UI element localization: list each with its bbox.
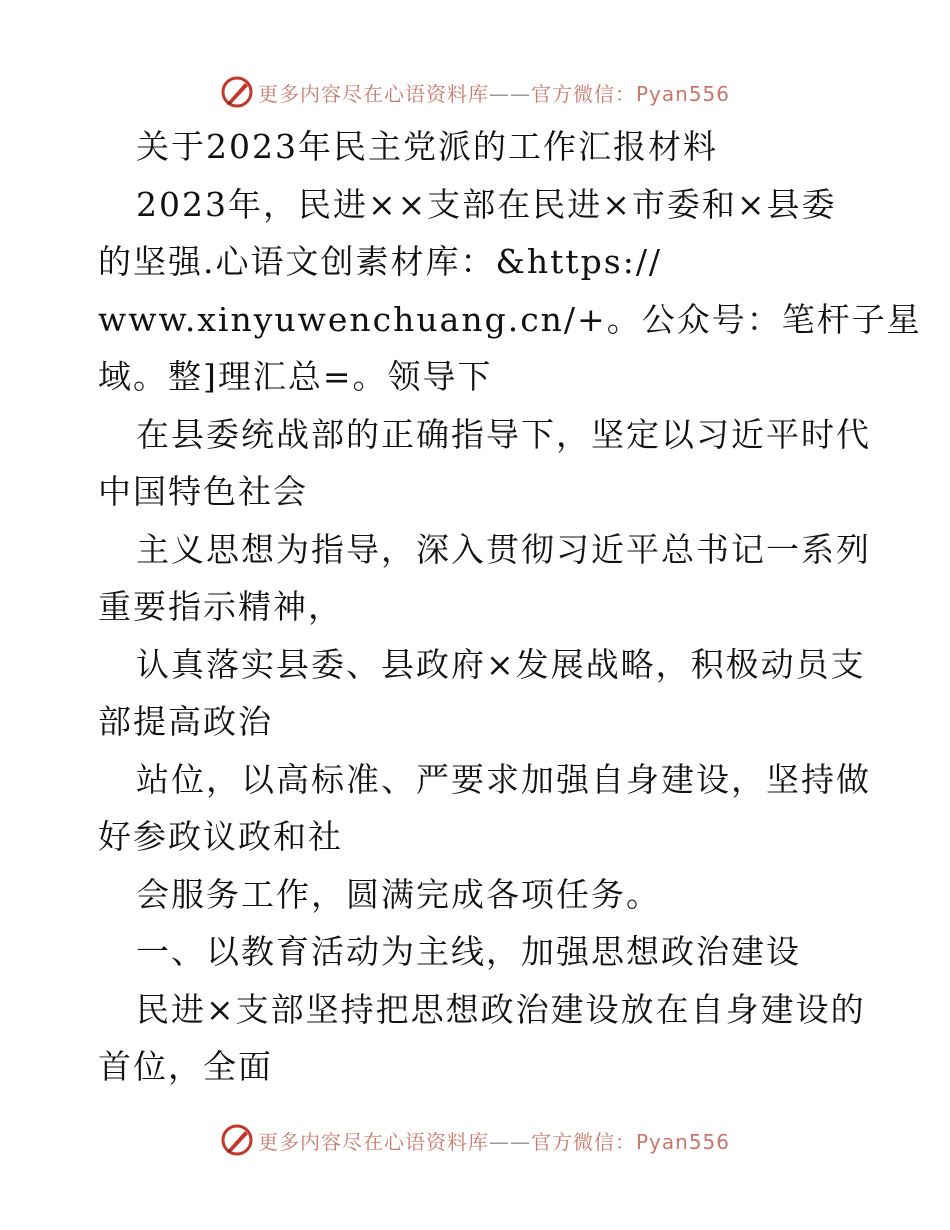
paragraph-line: 民进×支部坚持把思想政治建设放在自身建设的 <box>136 989 866 1029</box>
paragraph-line: 首位，全面 <box>98 1047 273 1086</box>
paragraph-line: 认真落实县委、县政府×发展战略，积极动员支 <box>136 644 866 684</box>
banner-wechat-id: Pyan556 <box>635 1129 730 1154</box>
pen-logo-icon <box>220 75 254 109</box>
paragraph-line: 会服务工作，圆满完成各项任务。 <box>136 874 661 914</box>
section-heading: 一、以教育活动为主线，加强思想政治建设 <box>136 932 801 971</box>
footer-banner <box>0 1120 950 1160</box>
paragraph-line: 2023年，民进××支部在民进×市委和×县委 <box>136 184 837 224</box>
paragraph-line: 主义思想为指导，深入贯彻习近平总书记一系列 <box>136 529 871 569</box>
banner-dash: —— <box>488 1129 531 1154</box>
banner-main-text: 更多内容尽在心语资料库 <box>257 1129 489 1154</box>
banner-main-text: 更多内容尽在心语资料库 <box>257 81 489 106</box>
paragraph-line: 在县委统战部的正确指导下，坚定以习近平时代 <box>136 414 871 454</box>
paragraph-line: 的坚强.心语文创素材库：&https:// <box>98 242 663 281</box>
paragraph-line: 部提高政治 <box>98 702 273 741</box>
banner-wechat-id: Pyan556 <box>635 81 730 106</box>
banner-dash: —— <box>488 81 531 106</box>
pen-logo-icon <box>220 1123 254 1157</box>
paragraph-line: 好参政议政和社 <box>98 817 343 856</box>
paragraph-line: 站位，以高标准、严要求加强自身建设，坚持做 <box>136 759 871 799</box>
header-banner <box>0 72 950 112</box>
paragraph-line: 域。整]理汇总=。领导下 <box>98 357 493 396</box>
banner-wechat-label: 官方微信： <box>530 1129 636 1154</box>
document-title: 关于2023年民主党派的工作汇报材料 <box>136 127 718 166</box>
paragraph-line: www.xinyuwenchuang.cn/+。公众号：笔杆子星 <box>98 299 922 339</box>
document-body <box>98 118 922 1096</box>
banner-wechat-label: 官方微信： <box>530 81 636 106</box>
paragraph-line: 重要指示精神， <box>98 587 343 626</box>
paragraph-line: 中国特色社会 <box>98 472 308 511</box>
